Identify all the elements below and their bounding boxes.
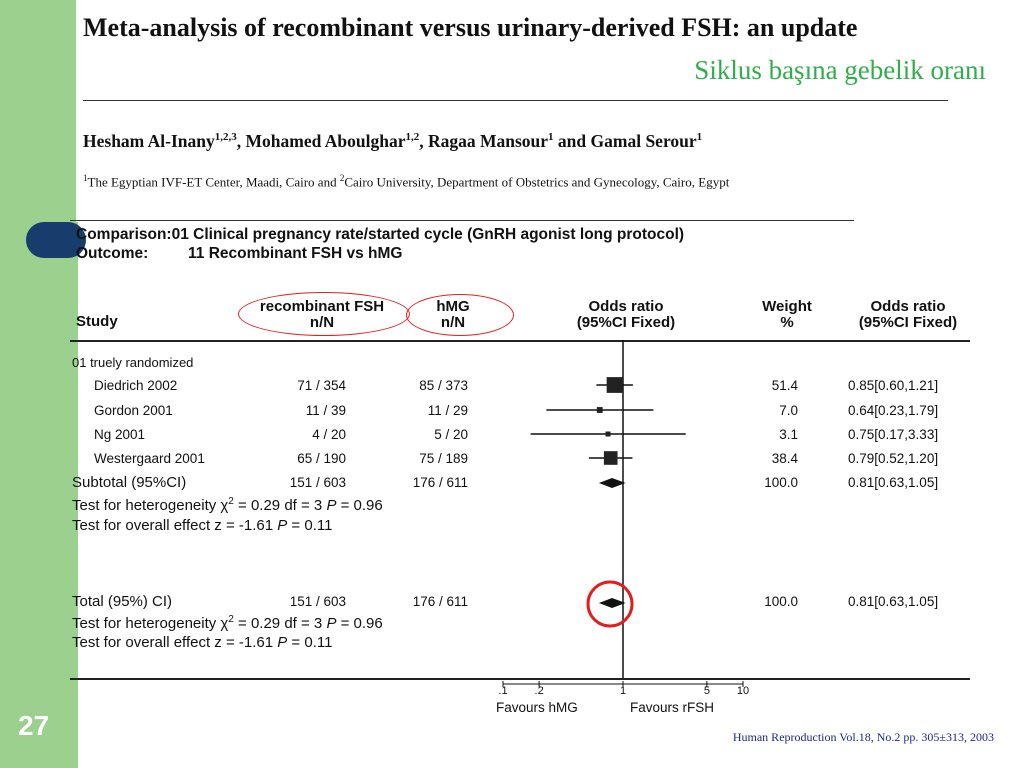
author-separator: , — [236, 131, 246, 151]
header-orfx-line2: (95%CI Fixed) — [858, 314, 958, 331]
het-sup: 2 — [228, 614, 234, 625]
overall-p: P — [277, 517, 288, 534]
header-weight-line2: % — [780, 314, 794, 331]
author-name: Hesham Al-Inany — [83, 131, 215, 151]
overall-p: P — [277, 634, 288, 651]
study-point-box — [606, 432, 611, 437]
favours-right: Favours rFSH — [630, 700, 715, 715]
outcome-label: Outcome: — [76, 245, 149, 262]
study-rfsh: 4 / 20 — [312, 427, 346, 442]
study-name: Ng 2001 — [94, 427, 146, 442]
author-affil-sup: 1,2 — [405, 131, 420, 144]
study-weight: 51.4 — [771, 378, 798, 393]
total-hmg: 176 / 611 — [412, 594, 468, 609]
study-point-box — [597, 407, 603, 413]
slide-subtitle: Siklus başına gebelik oranı — [694, 55, 986, 85]
study-weight: 38.4 — [771, 451, 798, 466]
affil-sup: 2 — [339, 173, 345, 183]
het-p: P — [326, 615, 337, 632]
header-or-line2: (95%CI Fixed) — [576, 314, 676, 331]
study-weight: 7.0 — [779, 403, 798, 418]
subtotal-label: Subtotal (95%CI) — [72, 474, 187, 491]
outcome-value: 11 Recombinant FSH vs hMG — [188, 245, 403, 262]
header-or-line1: Odds ratio — [588, 298, 664, 315]
x-axis-tick-label: 10 — [736, 685, 750, 697]
subtotal-hmg: 176 / 611 — [412, 475, 468, 490]
study-ci: 0.79[0.52,1.20] — [848, 451, 939, 466]
header-rfsh-line2: n/N — [309, 314, 335, 331]
author-affil-sup: 1 — [548, 131, 554, 144]
study-hmg: 5 / 20 — [434, 427, 468, 442]
x-axis-tick-label: .2 — [534, 685, 544, 697]
total-rfsh: 151 / 603 — [289, 594, 346, 609]
study-name: Gordon 2001 — [94, 403, 173, 418]
affiliation-1: The Egyptian IVF-ET Center, Maadi, Cairo and — [87, 174, 340, 190]
study-ci: 0.64[0.23,1.79] — [848, 403, 939, 418]
subtotal-rfsh: 151 / 603 — [289, 475, 346, 490]
header-orfx-line1: Odds ratio — [870, 298, 946, 315]
overall-text: = 0.11 — [287, 634, 333, 651]
het-p: P — [326, 497, 337, 514]
author-name: Gamal Serour — [590, 131, 697, 151]
header-study: Study — [76, 313, 118, 330]
header-hmg-line1: hMG — [436, 298, 470, 315]
subtotal-diamond — [599, 478, 626, 488]
subtotal-ci: 0.81[0.63,1.05] — [848, 475, 939, 490]
header-weight-line1: Weight — [762, 298, 812, 315]
total-diamond — [599, 598, 626, 608]
study-rfsh: 71 / 354 — [297, 378, 346, 393]
study-hmg: 85 / 373 — [419, 378, 468, 393]
study-hmg: 11 / 29 — [427, 403, 468, 418]
slide-number: 27 — [18, 710, 50, 741]
study-hmg: 75 / 189 — [419, 451, 468, 466]
total-label: Total (95%) CI) — [72, 593, 173, 610]
study-rfsh: 11 / 39 — [305, 403, 346, 418]
het-text: Test for heterogeneity χ — [72, 497, 229, 514]
header-rfsh-line1: recombinant FSH — [259, 298, 385, 315]
x-axis-tick-label: .1 — [498, 685, 508, 697]
het-text: = 0.96 — [336, 615, 383, 632]
x-axis-tick-label: 1 — [619, 685, 627, 697]
affiliation-2: Cairo University, Department of Obstetrics and Gynecology, Cairo, Egypt — [344, 174, 730, 190]
study-point-box — [604, 451, 618, 465]
study-name: Westergaard 2001 — [94, 451, 205, 466]
overall-text: = 0.11 — [287, 517, 333, 534]
comparison-line: Comparison:01 Clinical pregnancy rate/started cycle (GnRH agonist long protocol) — [76, 226, 685, 243]
overall-text: Test for overall effect z = -1.61 — [72, 517, 278, 534]
total-ci: 0.81[0.63,1.05] — [848, 594, 939, 609]
study-ci: 0.85[0.60,1.21] — [848, 378, 939, 393]
author-affil-sup: 1 — [696, 131, 703, 144]
study-point-box — [607, 377, 623, 393]
affil-sup: 1 — [83, 173, 88, 183]
study-ci: 0.75[0.17,3.33] — [848, 427, 939, 442]
subtotal-weight: 100.0 — [764, 475, 798, 490]
author-name: Ragaa Mansour — [427, 131, 549, 151]
author-separator: , — [419, 131, 428, 151]
total-weight: 100.0 — [764, 594, 798, 609]
study-name: Diedrich 2002 — [94, 378, 178, 393]
het-text: = 0.29 df = 3 — [233, 497, 327, 514]
author-name: Mohamed Aboulghar — [245, 131, 406, 151]
group-label: 01 truely randomized — [72, 355, 194, 370]
het-text: Test for heterogeneity χ — [72, 615, 229, 632]
overall-text: Test for overall effect z = -1.61 — [72, 634, 278, 651]
author-conjunction: and — [553, 131, 591, 151]
citation: Human Reproduction Vol.18, No.2 pp. 305±313, 2003 — [732, 730, 994, 744]
het-text: = 0.96 — [336, 497, 383, 514]
x-axis-tick-label: 5 — [703, 685, 710, 697]
favours-left: Favours hMG — [496, 700, 578, 715]
het-sup: 2 — [228, 496, 234, 507]
study-rfsh: 65 / 190 — [297, 451, 346, 466]
author-affil-sup: 1,2,3 — [214, 131, 237, 144]
study-weight: 3.1 — [779, 427, 798, 442]
het-text: = 0.29 df = 3 — [233, 615, 327, 632]
header-hmg-line2: n/N — [440, 314, 466, 331]
paper-title: Meta-analysis of recombinant versus urinary-derived FSH: an update — [83, 13, 858, 42]
